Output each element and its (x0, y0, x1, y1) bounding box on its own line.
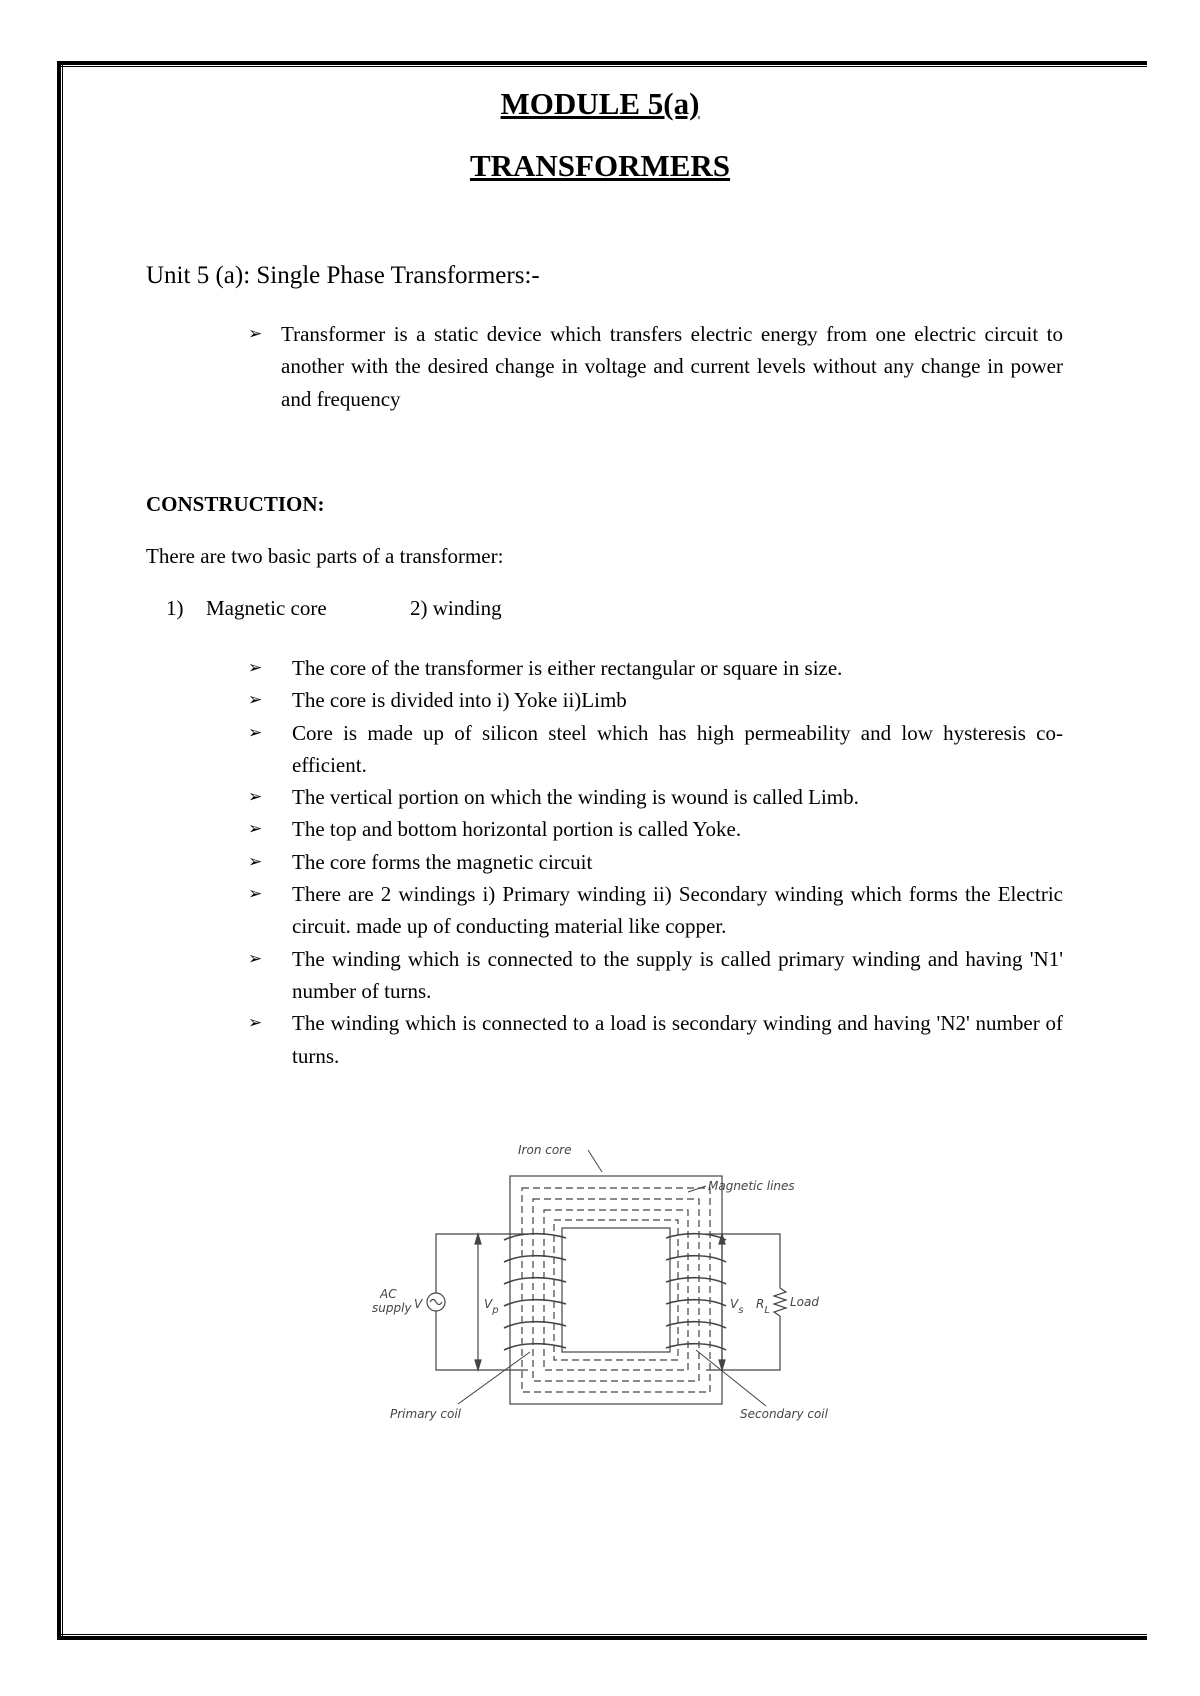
rl-label: $R_L$ (756, 1297, 770, 1316)
list-item: ➢ The top and bottom horizontal portion is called Yoke. (248, 813, 1063, 845)
list-item: ➢ The core forms the magnetic circuit (248, 846, 1063, 878)
part-number: 1) (166, 596, 184, 620)
magnetic-lines-label: Magnetic lines (708, 1179, 795, 1193)
vp-label: $V_p$ (484, 1297, 499, 1316)
right-arrowhead-icon: ➢ (248, 658, 263, 678)
supply-label: supply (372, 1301, 412, 1315)
right-arrowhead-icon: ➢ (248, 324, 263, 344)
construction-heading: CONSTRUCTION: (146, 492, 325, 516)
list-item: ➢ Core is made up of silicon steel which has high permeability and low hysteresis co-efficient. (248, 717, 1063, 782)
transformer-diagram (370, 1128, 860, 1440)
list-item: ➢ The vertical portion on which the winding is wound is called Limb. (248, 781, 1063, 813)
unit-heading: Unit 5 (a): Single Phase Transformers:- (146, 262, 540, 289)
page-border-bottom (57, 1634, 1147, 1640)
secondary-circuit (706, 1234, 786, 1370)
secondary-coil (666, 1234, 726, 1350)
right-arrowhead-icon: ➢ (248, 722, 263, 743)
right-arrowhead-icon: ➢ (248, 819, 263, 840)
chapter-title: TRANSFORMERS (469, 148, 731, 183)
right-arrowhead-icon: ➢ (248, 851, 263, 872)
core-window (562, 1228, 670, 1352)
right-arrowhead-icon: ➢ (248, 884, 263, 905)
list-item: ➢ There are 2 windings i) Primary winding ii) Secondary winding which forms the Electric circuit. made up of conducting material like copper. (248, 878, 1063, 943)
primary-coil-label: Primary coil (390, 1407, 462, 1421)
list-item: ➢ The winding which is connected to a load is secondary winding and having 'N2' number of turns. (248, 1007, 1063, 1072)
page-border-left (57, 61, 63, 1640)
part-winding: 2) winding (410, 596, 502, 620)
page-border-top (57, 61, 1147, 67)
intro-list (248, 318, 1063, 415)
right-arrowhead-icon: ➢ (248, 1013, 263, 1034)
magnetic-lines (522, 1188, 710, 1392)
list-item: ➢ The winding which is connected to the supply is called primary winding and having 'N1' number of turns. (248, 943, 1063, 1008)
iron-core-label: Iron core (518, 1143, 572, 1157)
list-item: ➢ The core is divided into i) Yoke ii)Limb (248, 684, 1063, 716)
vs-label: $V_s$ (730, 1297, 744, 1316)
ac-label: AC (380, 1287, 397, 1301)
basic-parts-text: There are two basic parts of a transformer: (146, 544, 504, 568)
v-label: V (414, 1297, 423, 1311)
part-magnetic-core: Magnetic core (206, 596, 327, 620)
intro-bullet-text: Transformer is a static device which transfers electric energy from one electric circuit to another with the desired change in voltage and current levels without any change in power and frequency (281, 322, 1063, 411)
load-label: Load (790, 1295, 819, 1309)
transformer-core (510, 1176, 722, 1404)
list-item: ➢ The core of the transformer is either rectangular or square in size. (248, 652, 1063, 684)
right-arrowhead-icon: ➢ (248, 690, 263, 711)
intro-bullet (248, 318, 1063, 415)
module-title: MODULE 5(a) (500, 86, 700, 121)
right-arrowhead-icon: ➢ (248, 787, 263, 808)
construction-points (248, 652, 1063, 1072)
right-arrowhead-icon: ➢ (248, 948, 263, 969)
secondary-coil-label: Secondary coil (740, 1407, 828, 1421)
load-resistor-icon (774, 1288, 786, 1316)
primary-coil (504, 1234, 566, 1350)
parts-list (166, 596, 502, 621)
